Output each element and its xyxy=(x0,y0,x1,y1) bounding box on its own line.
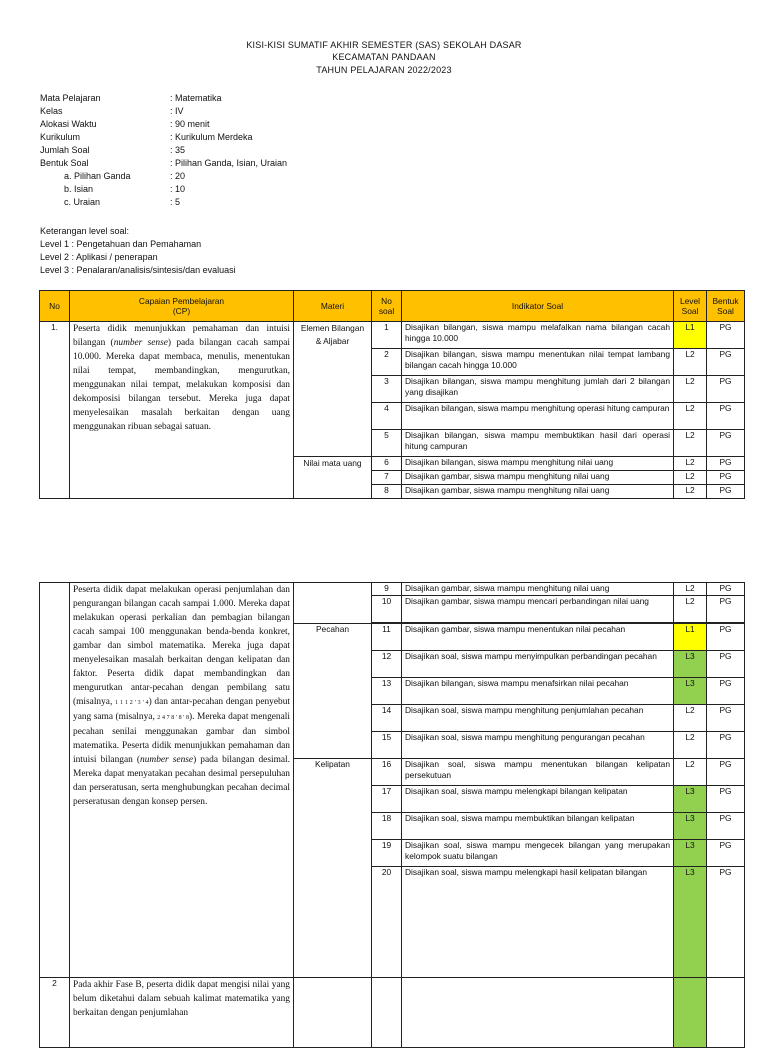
level-legend xyxy=(40,225,236,277)
header-indikator: Indikator Soal xyxy=(402,291,674,322)
doc-subtitle-district: KECAMATAN PANDAAN xyxy=(332,52,436,62)
level-badge: L2 xyxy=(674,430,707,457)
indikator xyxy=(402,978,674,1048)
indikator: Disajikan soal, siswa mampu melengkapi hasil kelipatan bilangan xyxy=(402,867,674,978)
level-badge: L3 xyxy=(674,813,707,840)
bentuk: PG xyxy=(707,651,745,678)
materi-cell: Elemen Bilangan & Aljabar xyxy=(294,322,372,457)
info-label: c. Uraian xyxy=(64,197,101,207)
soal-no: 2 xyxy=(372,349,402,376)
soal-no: 4 xyxy=(372,403,402,430)
indikator: Disajikan bilangan, siswa mampu menghitung operasi hitung campuran xyxy=(402,403,674,430)
level-badge: L3 xyxy=(674,651,707,678)
doc-subtitle-year: TAHUN PELAJARAN 2022/2023 xyxy=(316,65,452,75)
header-cp: Capaian Pembelajaran (CP) xyxy=(70,291,294,322)
bentuk: PG xyxy=(707,403,745,430)
level-2: Level 2 : Aplikasi / penerapan xyxy=(40,252,158,262)
level-badge: L3 xyxy=(674,678,707,705)
level-badge: L2 xyxy=(674,471,707,485)
info-value: : 90 menit xyxy=(170,119,210,129)
indikator: Disajikan gambar, siswa mampu menghitung nilai uang xyxy=(402,471,674,485)
indikator: Disajikan bilangan, siswa mampu membuktikan hasil dari operasi hitung campuran xyxy=(402,430,674,457)
level-badge: L2 xyxy=(674,376,707,403)
materi-cell: Pecahan xyxy=(294,624,372,759)
level-badge: L3 xyxy=(674,867,707,978)
level-badge: L2 xyxy=(674,732,707,759)
indikator: Disajikan soal, siswa mampu menghitung pengurangan pecahan xyxy=(402,732,674,759)
info-value: : 10 xyxy=(170,184,186,194)
soal-no: 11 xyxy=(372,624,402,651)
row-number: 1. xyxy=(40,322,70,499)
soal-no: 7 xyxy=(372,471,402,485)
bentuk: PG xyxy=(707,867,745,978)
level-badge: L2 xyxy=(674,457,707,471)
indikator: Disajikan soal, siswa mampu menyimpulkan perbandingan pecahan xyxy=(402,651,674,678)
bentuk: PG xyxy=(707,705,745,732)
header-materi: Materi xyxy=(294,291,372,322)
indikator: Disajikan soal, siswa mampu mengecek bilangan yang merupakan kelompok suatu bilangan xyxy=(402,840,674,867)
doc-title: KISI-KISI SUMATIF AKHIR SEMESTER (SAS) SEKOLAH DASAR xyxy=(246,40,522,50)
info-value: : IV xyxy=(170,106,184,116)
cp-text: Peserta didik menunjukkan pemahaman dan intuisi bilangan (number sense) pada bilangan cacah sampai 10.000. Mereka dapat membaca, menulis, menentukan nilai tempat, membandingkan, mengurutkan, menggunakan nilai tempat, melakukan komposisi dan dekomposisi bilangan tersebut. Mereka juga dapat menyelesaikan masalah berkaitan dengan uang menggunakan ribuan sebagai satuan. xyxy=(70,322,294,499)
row-number: 2 xyxy=(40,978,70,1048)
level-badge: L2 xyxy=(674,596,707,623)
bentuk: PG xyxy=(707,813,745,840)
kisi-table-1 xyxy=(39,290,745,499)
soal-no: 5 xyxy=(372,430,402,457)
indikator: Disajikan gambar, siswa mampu menghitung nilai uang xyxy=(402,583,674,596)
materi-cell: Kelipatan xyxy=(294,759,372,978)
level-badge: L2 xyxy=(674,583,707,596)
soal-no: 6 xyxy=(372,457,402,471)
info-label: a. Pilihan Ganda xyxy=(64,171,131,181)
level-badge: L2 xyxy=(674,349,707,376)
bentuk: PG xyxy=(707,485,745,499)
info-value: : 35 xyxy=(170,145,186,155)
indikator: Disajikan bilangan, siswa mampu menghitung jumlah dari 2 bilangan yang disajikan xyxy=(402,376,674,403)
indikator: Disajikan soal, siswa mampu melengkapi bilangan kelipatan xyxy=(402,786,674,813)
materi-cell xyxy=(294,978,372,1048)
soal-no: 16 xyxy=(372,759,402,786)
indikator: Disajikan bilangan, siswa mampu menghitung nilai uang xyxy=(402,457,674,471)
info-value: : Pilihan Ganda, Isian, Uraian xyxy=(170,158,288,168)
bentuk: PG xyxy=(707,759,745,786)
info-label: Mata Pelajaran xyxy=(40,93,101,103)
soal-no: 18 xyxy=(372,813,402,840)
indikator: Disajikan gambar, siswa mampu mencari perbandingan nilai uang xyxy=(402,596,674,623)
info-label: Alokasi Waktu xyxy=(40,119,97,129)
soal-no: 12 xyxy=(372,651,402,678)
indikator: Disajikan soal, siswa mampu menghitung penjumlahan pecahan xyxy=(402,705,674,732)
fraction-example: 2 4 7 8 ' 8 ' 8 xyxy=(157,715,190,721)
level-badge: L2 xyxy=(674,759,707,786)
cp-text: Peserta didik dapat melakukan operasi penjumlahan dan pengurangan bilangan cacah sampai 1.000. Mereka dapat melakukan operasi perkalian dan pembagian bilangan cacah sampai 100 menggunakan benda-benda konkret, gambar dan simbol matematika. Mereka juga dapat menyelesaikan masalah berkaitan dengan kelipatan dan faktor. Peserta didik dapat membandingkan dan mengurutkan antar-pecahan dengan pembilang satu (misalnya, 1 1 1 2 ' 3 ' 4) dan antar-pecahan dengan penyebut yang sama (misalnya, 2 4 7 8 ' 8 ' 8). Mereka dapat mengenali pecahan senilai menggunakan gambar dan simbol matematika. Peserta didik menunjukkan pemahaman dan intuisi bilangan (number sense) pada bilangan desimal. Mereka dapat menyatakan pecahan desimal persepuluhan dan perseratusan, serta menghubungkan pecahan decimal perseratusan dengan konsep persen. xyxy=(70,583,294,978)
level-badge: L3 xyxy=(674,840,707,867)
level-badge: L2 xyxy=(674,705,707,732)
info-value: : 20 xyxy=(170,171,186,181)
bentuk: PG xyxy=(707,322,745,349)
indikator: Disajikan gambar, siswa mampu menentukan nilai pecahan xyxy=(402,624,674,651)
level-badge: L2 xyxy=(674,485,707,499)
level-badge: L1 xyxy=(674,322,707,349)
indikator: Disajikan gambar, siswa mampu menghitung nilai uang xyxy=(402,485,674,499)
table-header-row xyxy=(40,291,745,322)
level-badge: L1 xyxy=(674,624,707,651)
bentuk: PG xyxy=(707,624,745,651)
bentuk: PG xyxy=(707,430,745,457)
bentuk: PG xyxy=(707,583,745,596)
soal-no: 17 xyxy=(372,786,402,813)
info-label: Kelas xyxy=(40,106,63,116)
bentuk: PG xyxy=(707,678,745,705)
soal-no: 13 xyxy=(372,678,402,705)
soal-no: 9 xyxy=(372,583,402,596)
info-label: b. Isian xyxy=(64,184,94,194)
kisi-table-2 xyxy=(39,582,745,1048)
indikator: Disajikan bilangan, siswa mampu melafalkan nama bilangan cacah hingga 10.000 xyxy=(402,322,674,349)
indikator: Disajikan bilangan, siswa mampu menafsirkan nilai pecahan xyxy=(402,678,674,705)
level-badge: L3 xyxy=(674,786,707,813)
indikator: Disajikan soal, siswa mampu membuktikan bilangan kelipatan xyxy=(402,813,674,840)
level-heading: Keterangan level soal: xyxy=(40,226,130,236)
soal-no: 14 xyxy=(372,705,402,732)
level-3: Level 3 : Penalaran/analisis/sintesis/dan evaluasi xyxy=(40,265,236,275)
bentuk: PG xyxy=(707,349,745,376)
info-label: Kurikulum xyxy=(40,132,81,142)
soal-no: 1 xyxy=(372,322,402,349)
level-1: Level 1 : Pengetahuan dan Pemahaman xyxy=(40,239,202,249)
soal-no: 10 xyxy=(372,596,402,623)
bentuk: PG xyxy=(707,457,745,471)
indikator: Disajikan soal, siswa mampu menentukan bilangan kelipatan persekutuan xyxy=(402,759,674,786)
bentuk: PG xyxy=(707,376,745,403)
soal-no: 3 xyxy=(372,376,402,403)
soal-no: 20 xyxy=(372,867,402,978)
header-no-soal: No soal xyxy=(372,291,402,322)
info-value: : 5 xyxy=(170,197,181,207)
header-no: No xyxy=(40,291,70,322)
soal-no: 8 xyxy=(372,485,402,499)
materi-cell xyxy=(294,583,372,624)
cp-text: Pada akhir Fase B, peserta didik dapat mengisi nilai yang belum diketahui dalam sebuah kalimat matematika yang berkaitan dengan penjumlahan xyxy=(70,978,294,1048)
info-label: Jumlah Soal xyxy=(40,145,90,155)
fraction-example: 1 1 1 2 ' 3 ' 4 xyxy=(115,700,149,706)
bentuk: PG xyxy=(707,786,745,813)
soal-no xyxy=(372,978,402,1048)
bentuk: PG xyxy=(707,732,745,759)
info-label: Bentuk Soal xyxy=(40,158,89,168)
level-badge xyxy=(674,978,707,1048)
soal-no: 19 xyxy=(372,840,402,867)
row-number xyxy=(40,583,70,978)
materi-cell: Nilai mata uang xyxy=(294,457,372,499)
bentuk xyxy=(707,978,745,1048)
bentuk: PG xyxy=(707,471,745,485)
info-value: : Matematika xyxy=(170,93,222,103)
soal-no: 15 xyxy=(372,732,402,759)
info-value: : Kurikulum Merdeka xyxy=(170,132,253,142)
bentuk: PG xyxy=(707,596,745,623)
bentuk: PG xyxy=(707,840,745,867)
indikator: Disajikan bilangan, siswa mampu menentukan nilai tempat lambang bilangan cacah hingga 10.000 xyxy=(402,349,674,376)
level-badge: L2 xyxy=(674,403,707,430)
header-level: Level Soal xyxy=(674,291,707,322)
header-bentuk: Bentuk Soal xyxy=(707,291,745,322)
